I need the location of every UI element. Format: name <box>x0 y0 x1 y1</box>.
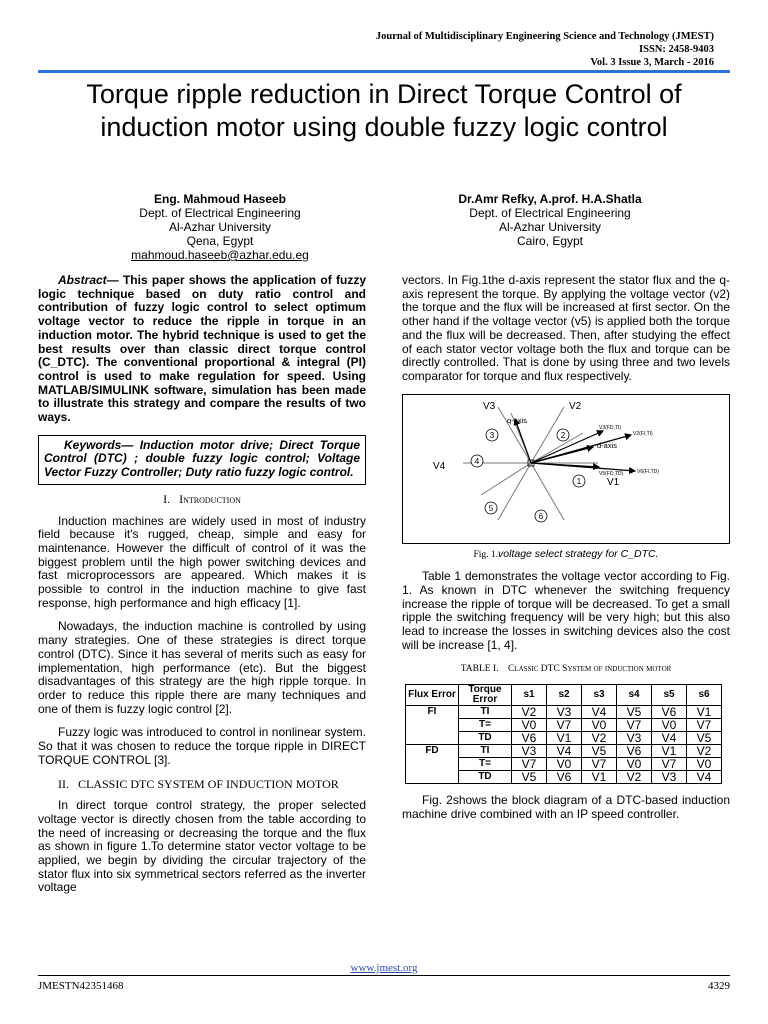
author-city: Qena, Egypt <box>186 234 254 248</box>
table-header-cell: Flux Error <box>406 685 459 706</box>
sector-line <box>498 463 531 520</box>
table-cell: V5 <box>687 732 722 745</box>
table-cell: V2 <box>617 771 652 784</box>
table-cell: V7 <box>652 758 687 771</box>
table-header-cell: s4 <box>617 685 652 706</box>
table-cell: V6 <box>652 706 687 719</box>
table-cell: V0 <box>687 758 722 771</box>
table-cell: V4 <box>687 771 722 784</box>
intro-paragraph-3: Fuzzy logic was introduced to control in nonlinear system. So that it was chosen to reduce the torque ripple in DIRECT TORQUE CONTROL [3]. <box>38 725 366 767</box>
sector-number: 1 <box>576 476 582 486</box>
page-number: 4329 <box>708 980 730 992</box>
table-caption: TABLE I. Classic DTC System of induction motor <box>460 663 672 674</box>
table-cell: V1 <box>547 732 582 745</box>
table-cell: TI <box>459 745 512 758</box>
right-paragraph-2: Table 1 demonstrates the voltage vector according to Fig. 1. As known in DTC whenever the switching frequency increase the ripple of torque will be decreased. To get a small ripple the switching frequency will be very high; but this also lead to increase the losses in switching devices also the cost will be increase [1, 4]. <box>402 569 730 652</box>
table-cell: V2 <box>582 732 617 745</box>
voltage-vector-diagram <box>403 395 729 543</box>
table-cell: V4 <box>547 745 582 758</box>
table-cell: V0 <box>512 719 547 732</box>
table-cell: V4 <box>582 706 617 719</box>
q-axis-label: q-axis <box>507 415 528 425</box>
section-heading-intro: I. Introduction <box>163 491 241 506</box>
author-name: Dr.Amr Refky, A.prof. H.A.Shatla <box>458 192 642 206</box>
sector-line <box>481 463 531 495</box>
v2-label: V2 <box>569 400 582 412</box>
table-cell: V7 <box>547 719 582 732</box>
table-cell: V7 <box>687 719 722 732</box>
dtc-switching-table <box>405 684 722 784</box>
table-cell: V1 <box>687 706 722 719</box>
table-cell: TD <box>459 771 512 784</box>
sector-number: 5 <box>488 503 494 513</box>
footer-link[interactable]: www.jmest.org <box>350 962 418 974</box>
table-cell: V7 <box>582 758 617 771</box>
table-cell: V1 <box>652 745 687 758</box>
table-cell: TD <box>459 732 512 745</box>
table-cell: V1 <box>582 771 617 784</box>
paper-id: JMESTN42351468 <box>38 980 124 992</box>
sector-number: 3 <box>489 430 495 440</box>
author-block-1 <box>70 192 370 262</box>
table-cell: FD <box>406 745 459 784</box>
author-block-2 <box>400 192 700 248</box>
author-univ: Al-Azhar University <box>168 220 272 234</box>
table-row <box>406 745 722 758</box>
table-cell: V2 <box>687 745 722 758</box>
table-cell: V6 <box>617 745 652 758</box>
table-header-cell: s2 <box>547 685 582 706</box>
section-2-paragraph-1: In direct torque control strategy, the proper selected voltage vector is directly chosen from the table according to the need of increasing or decreasing the torque and the flux as shown in figure 1.To determine stator vector voltage to be applied, we begin by dividing the circular trajectory of the stator flux into six symmetrical sectors referred as the inverter voltage <box>38 798 366 895</box>
intro-paragraph-1: Induction machines are widely used in most of industry field because it's rugged, cheap, simple and easy for maintenance. However the difficult of control of it was the biggest problem until the high power switching devices and fast microprocessors are appeared. Which makes it is possible to control in the induction machine to give fast response, high performance and high efficacy [1]. <box>38 513 366 610</box>
v1-label: V1 <box>607 476 620 488</box>
table-cell: V5 <box>617 706 652 719</box>
journal-name: Journal of Multidisciplinary Engineering Science and Technology (JMEST) <box>375 31 714 42</box>
table-cell: V0 <box>652 719 687 732</box>
table-cell: TI <box>459 706 512 719</box>
table-cell: FI <box>406 706 459 745</box>
author-dept: Dept. of Electrical Engineering <box>469 206 631 220</box>
author-name: Eng. Mahmoud Haseeb <box>153 192 287 206</box>
table-cell: V6 <box>547 771 582 784</box>
right-paragraph-1: vectors. In Fig.1the d-axis represent the stator flux and the q-axis represent the torque. By applying the voltage vector (v2) the torque and the flux will be increased at first sector. On the other hand if the voltage vector (v5) is applied both the torque and the flux will be decreased. Then, after studying the effect of each stator vector voltage both the flux and torque can be directly controlled. That is done by using three and two levels comparator for torque and flux respectively. <box>402 273 730 383</box>
figure-1 <box>402 394 730 544</box>
sector-number: 4 <box>474 456 480 466</box>
table-header-row <box>406 685 722 706</box>
table-header-cell: s3 <box>582 685 617 706</box>
journal-issn: ISSN: 2458-9403 <box>639 44 714 55</box>
table-header-cell: s1 <box>512 685 547 706</box>
paper-title: Torque ripple reduction in Direct Torque Control of induction motor using double fuzzy logic control <box>86 79 682 142</box>
right-paragraph-3: Fig. 2shows the block diagram of a DTC-based induction machine drive combined with an IP speed controller. <box>402 793 730 821</box>
author-dept: Dept. of Electrical Engineering <box>139 206 301 220</box>
table-cell: V3 <box>652 771 687 784</box>
figure-caption: Fig. 1.voltage select strategy for C_DTC. <box>473 547 659 560</box>
v3-fd-ti-label: V3(FD,TI) <box>599 424 621 431</box>
table-header-cell: s5 <box>652 685 687 706</box>
table-cell: V7 <box>512 758 547 771</box>
table-cell: V0 <box>547 758 582 771</box>
intro-paragraph-2: Nowadays, the induction machine is controlled by using many strategies. One of these strategies is direct torque control (DTC). Since it has several of merits such as easy for implementation, high performance (etc). But the biggest disadvantages of this strategy are the high ripple torque. In order to reduce this ripple there are many techniques and one of them is fuzzy logic control [2]. <box>38 619 366 716</box>
header-rule <box>38 70 730 73</box>
author-email[interactable]: mahmoud.haseeb@azhar.edu.eg <box>131 248 309 262</box>
section-heading-2: II. CLASSIC DTC SYSTEM OF INDUCTION MOTOR <box>58 776 339 791</box>
table-cell: V3 <box>547 706 582 719</box>
q-axis-arrow <box>515 419 531 463</box>
author-city: Cairo, Egypt <box>516 234 584 248</box>
table-cell: V6 <box>512 732 547 745</box>
v5-fd-td-label: V5(FD,TD) <box>599 470 624 477</box>
table-header-cell: s6 <box>687 685 722 706</box>
table-cell: V2 <box>512 706 547 719</box>
d-axis-label: d-axis <box>597 440 618 450</box>
table-cell: V3 <box>617 732 652 745</box>
left-column <box>38 274 366 905</box>
table-cell: V0 <box>617 758 652 771</box>
sector-number: 6 <box>538 511 544 521</box>
table-cell: T= <box>459 719 512 732</box>
table-header-cell: Torque Error <box>459 685 512 706</box>
sector-number: 2 <box>560 430 566 440</box>
table-cell: V4 <box>652 732 687 745</box>
footer-rule <box>38 975 730 976</box>
table-cell: T= <box>459 758 512 771</box>
journal-header <box>376 30 714 69</box>
author-univ: Al-Azhar University <box>498 220 602 234</box>
v6-arrow <box>531 463 635 471</box>
v3-label: V3 <box>483 400 496 412</box>
table-row <box>406 706 722 719</box>
table-cell: V5 <box>582 745 617 758</box>
table-cell: V0 <box>582 719 617 732</box>
sector-line <box>531 430 583 463</box>
v2-fi-ti-label: V2(FI,TI) <box>633 430 653 437</box>
table-cell: V3 <box>512 745 547 758</box>
v4-label: V4 <box>433 460 446 472</box>
table-cell: V5 <box>512 771 547 784</box>
abstract: Abstract— This paper shows the application of fuzzy logic technique based on duty ratio control and contribution of fuzzy logic control to select optimum voltage vector to reduce the ripple in torque in an induction motor. The hybrid technique is used to get the best results over than classic direct torque control (C_DTC). The conventional proportional & integral (PI) control is used to make regulation for speed. Using MATLAB/SIMULINK software, simulation has been made to illustrate this strategy and compare the results of two ways. <box>38 273 366 425</box>
journal-volume: Vol. 3 Issue 3, March - 2016 <box>590 57 714 68</box>
right-column <box>402 274 730 832</box>
v6-fi-td-label: V6(FI,TD) <box>637 468 659 475</box>
table-cell: V7 <box>617 719 652 732</box>
keywords-box: Keywords— Induction motor drive; Direct Torque Control (DTC) ; double fuzzy logic control; Voltage Vector Fuzzy Controller; Duty ratio fuzzy logic control. <box>38 435 366 485</box>
sector-line <box>531 463 564 520</box>
